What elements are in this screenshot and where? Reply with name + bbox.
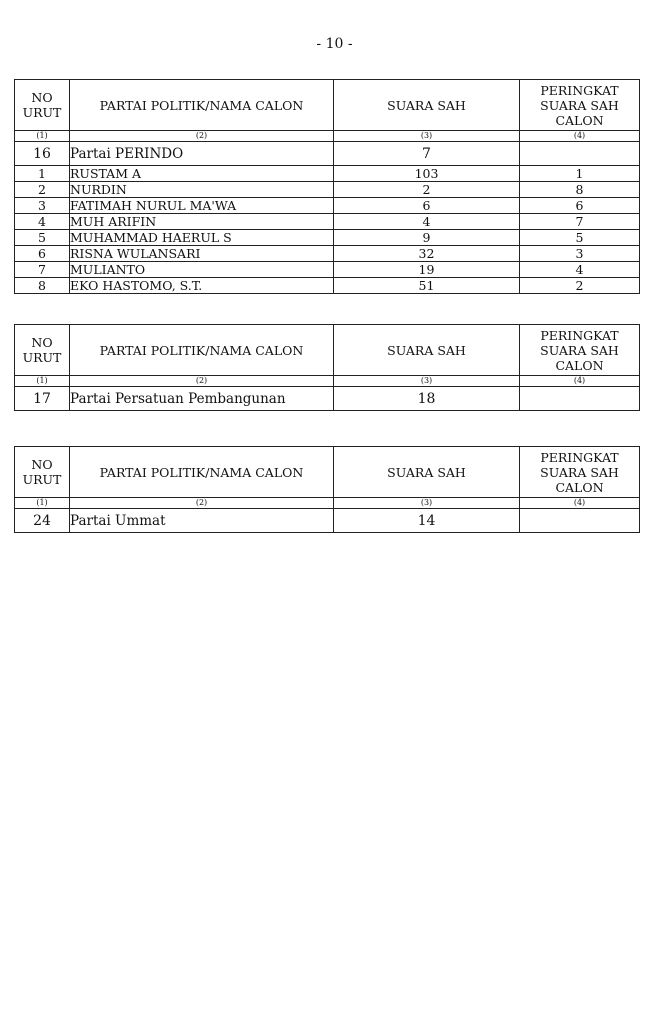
header-peringkat: PERINGKAT SUARA SAH CALON: [520, 447, 640, 498]
candidate-rank: 2: [520, 278, 640, 294]
candidate-number: 1: [15, 166, 70, 182]
header-peringkat: PERINGKAT SUARA SAH CALON: [520, 80, 640, 131]
candidate-number: 4: [15, 214, 70, 230]
candidate-row: [15, 230, 640, 246]
column-number-row: [15, 376, 640, 387]
header-peringkat: PERINGKAT SUARA SAH CALON: [520, 325, 640, 376]
vote-table-ppp: [14, 324, 640, 411]
candidate-row: [15, 214, 640, 230]
candidate-name: EKO HASTOMO, S.T.: [70, 278, 334, 294]
candidate-votes: 51: [334, 278, 520, 294]
candidate-number: 2: [15, 182, 70, 198]
candidate-row: [15, 246, 640, 262]
candidate-number: 6: [15, 246, 70, 262]
header-partai: PARTAI POLITIK/NAMA CALON: [70, 325, 334, 376]
header-suara: SUARA SAH: [334, 325, 520, 376]
party-number: 16: [15, 142, 70, 166]
candidate-rank: 7: [520, 214, 640, 230]
column-number: (3): [334, 498, 520, 509]
candidate-rank: 1: [520, 166, 640, 182]
candidate-name: RUSTAM A: [70, 166, 334, 182]
column-number: (3): [334, 376, 520, 387]
candidate-name: MUHAMMAD HAERUL S: [70, 230, 334, 246]
candidate-rank: 5: [520, 230, 640, 246]
candidate-number: 3: [15, 198, 70, 214]
header-suara: SUARA SAH: [334, 447, 520, 498]
header-partai: PARTAI POLITIK/NAMA CALON: [70, 80, 334, 131]
candidate-name: FATIMAH NURUL MA'WA: [70, 198, 334, 214]
candidate-votes: 9: [334, 230, 520, 246]
party-row: [15, 509, 640, 533]
header-row: [15, 447, 640, 498]
column-number-row: [15, 498, 640, 509]
candidate-row: [15, 182, 640, 198]
candidate-name: NURDIN: [70, 182, 334, 198]
column-number: (1): [15, 376, 70, 387]
candidate-number: 5: [15, 230, 70, 246]
candidate-row: [15, 262, 640, 278]
candidate-votes: 6: [334, 198, 520, 214]
candidate-votes: 19: [334, 262, 520, 278]
vote-table-perindo: [14, 79, 640, 294]
column-number: (1): [15, 498, 70, 509]
column-number: (4): [520, 376, 640, 387]
candidate-rank: 8: [520, 182, 640, 198]
party-row: [15, 142, 640, 166]
column-number: (2): [70, 498, 334, 509]
party-rank: [520, 142, 640, 166]
candidate-votes: 32: [334, 246, 520, 262]
party-rank: [520, 509, 640, 533]
candidate-votes: 2: [334, 182, 520, 198]
party-rank: [520, 387, 640, 411]
party-name: Partai Persatuan Pembangunan: [70, 387, 334, 411]
column-number: (4): [520, 131, 640, 142]
candidate-votes: 4: [334, 214, 520, 230]
column-number: (3): [334, 131, 520, 142]
header-row: [15, 80, 640, 131]
candidate-number: 7: [15, 262, 70, 278]
candidate-votes: 103: [334, 166, 520, 182]
party-row: [15, 387, 640, 411]
vote-table-ummat: [14, 446, 640, 533]
column-number: (2): [70, 131, 334, 142]
page-number: - 10 -: [316, 36, 353, 52]
header-suara: SUARA SAH: [334, 80, 520, 131]
party-number: 24: [15, 509, 70, 533]
party-votes: 7: [334, 142, 520, 166]
party-votes: 18: [334, 387, 520, 411]
party-votes: 14: [334, 509, 520, 533]
candidate-row: [15, 278, 640, 294]
party-name: Partai Ummat: [70, 509, 334, 533]
header-row: [15, 325, 640, 376]
column-number: (4): [520, 498, 640, 509]
header-no-urut: NO URUT: [15, 447, 70, 498]
column-number: (2): [70, 376, 334, 387]
candidate-name: MUH ARIFIN: [70, 214, 334, 230]
candidate-rank: 3: [520, 246, 640, 262]
candidate-rank: 6: [520, 198, 640, 214]
party-name: Partai PERINDO: [70, 142, 334, 166]
candidate-row: [15, 198, 640, 214]
column-number: (1): [15, 131, 70, 142]
header-no-urut: NO URUT: [15, 80, 70, 131]
header-partai: PARTAI POLITIK/NAMA CALON: [70, 447, 334, 498]
candidate-number: 8: [15, 278, 70, 294]
column-number-row: [15, 131, 640, 142]
candidate-name: RISNA WULANSARI: [70, 246, 334, 262]
header-no-urut: NO URUT: [15, 325, 70, 376]
candidate-name: MULIANTO: [70, 262, 334, 278]
party-number: 17: [15, 387, 70, 411]
candidate-rank: 4: [520, 262, 640, 278]
candidate-row: [15, 166, 640, 182]
